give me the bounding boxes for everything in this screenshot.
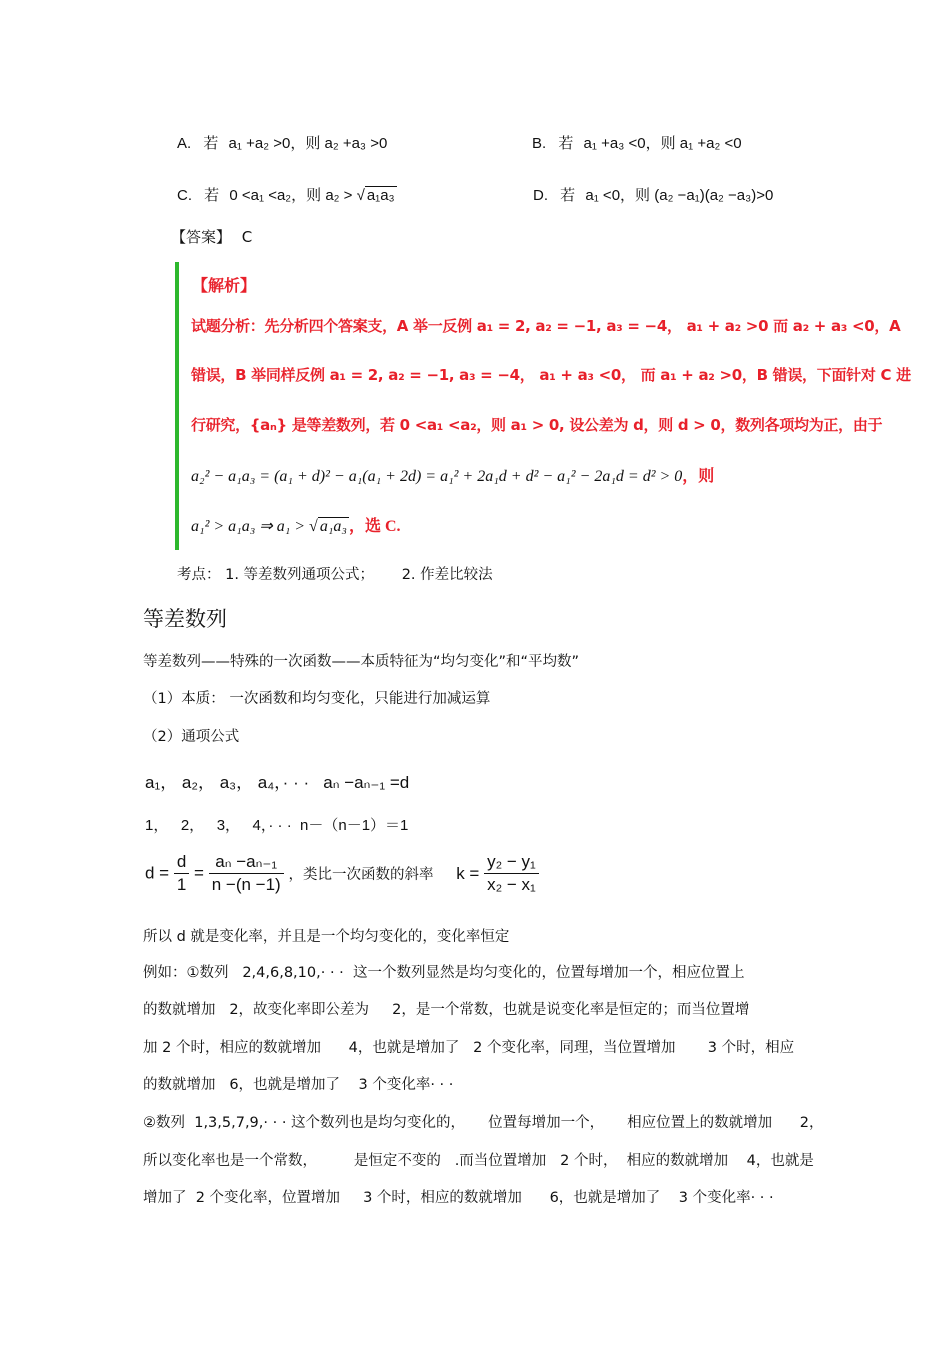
option-b-condition: a₁ +a₃ <0 (583, 135, 646, 152)
paragraph-2: 例如：①数列 2,4,6,8,10,· · · 这一个数列显然是均匀变化的，位置每增加一个，相应位置上 (143, 965, 745, 981)
analysis-line-3: 行研究，{aₙ} 是等差数列，若 0 <a₁ <a₂，则 a₁ > 0, 设公差为 d，则 d > 0，数列各项均为正，由于 (191, 416, 883, 434)
formula-line (145, 852, 539, 895)
point-2: （2）通项公式 (143, 729, 240, 745)
answer-label: 【答案】 (171, 228, 232, 246)
option-a-ze: ，则 (290, 135, 321, 152)
answer-value: C (241, 228, 253, 246)
fraction-denominator: x₂ − x₁ (487, 875, 536, 894)
option-c-label: C. (177, 187, 192, 204)
fraction-denominator: n −(n −1) (211, 875, 281, 894)
analysis-line-4 (191, 463, 714, 486)
sequence-row: a₁， a₂， a₃， a₄，· · · aₙ −aₙ₋₁ =d (145, 773, 410, 792)
option-c-sqrt: a₁a₃ (366, 187, 395, 204)
fraction-numerator: y₂ − y₁ (484, 852, 539, 874)
paragraph-5: 的数就增加 6，也就是增加了 3 个变化率· · · (143, 1077, 454, 1093)
option-a-label: A. (177, 135, 192, 152)
index-row: 1， 2， 3， 4，· · · n－（n－1）＝1 (145, 817, 409, 834)
option-d (533, 184, 773, 205)
formula-comment: ，类比一次函数的斜率 (288, 867, 434, 883)
option-b (532, 132, 742, 153)
fraction-denominator: 1 (176, 875, 187, 894)
analysis-conclusion: a₁² > a₁a₃ ⇒ a₁ > (191, 518, 310, 535)
formula-d: d = (145, 863, 170, 883)
analysis-derivation: a₂² − a₁a₃ = (a₁ + d)² − a₁(a₁ + 2d) = a₁² + 2a₁d + d² − a₁² − 2a₁d = d² > 0 (191, 468, 683, 485)
option-d-conclusion: (a₂ −a₁)(a₂ −a₃)>0 (654, 187, 774, 204)
option-b-ze: ，则 (645, 135, 676, 152)
paragraph-8: 增加了 2 个变化率，位置增加 3 个时，相应的数就增加 6，也就是增加了 3 个变化率· · · (143, 1190, 774, 1206)
option-d-ruo: 若 (560, 187, 576, 204)
formula-equals: = (194, 863, 204, 883)
option-a (177, 132, 387, 153)
option-d-condition: a₁ <0 (585, 187, 621, 204)
analysis-line-2: 错误，B 举同样反例 a₁ = 2, a₂ = −1, a₃ = −4， a₁ + a₃ <0， 而 a₁ + a₂ >0，B 错误，下面针对 C 进 (191, 366, 911, 384)
option-b-conclusion: a₁ +a₂ <0 (679, 135, 742, 152)
option-d-ze: ，则 (620, 187, 651, 204)
analysis-sqrt: a₁a₃ (319, 518, 347, 535)
formula-k: k = (456, 863, 480, 883)
option-c-condition: 0 <a₁ <a₂ (229, 187, 292, 204)
paragraph-3: 的数就增加 2，故变化率即公差为 2，是一个常数，也就是说变化率是恒定的；而当位置增 (143, 1002, 750, 1018)
sqrt-sign-icon: √ (309, 518, 318, 535)
paragraph-1: 所以 d 就是变化率，并且是一个均匀变化的，变化率恒定 (143, 929, 510, 945)
fraction-numerator: aₙ −aₙ₋₁ (209, 852, 284, 874)
point-1: （1）本质： 一次函数和均匀变化，只能进行加减运算 (143, 691, 491, 707)
option-d-label: D. (533, 187, 548, 204)
option-a-ruo: 若 (203, 135, 219, 152)
paragraph-4: 加 2 个时，相应的数就增加 4，也就是增加了 2 个变化率，同理，当位置增加 3 个时，相应 (143, 1040, 795, 1056)
option-a-conclusion: a₂ +a₃ >0 (324, 135, 388, 152)
paragraph-7: 所以变化率也是一个常数， 是恒定不变的 .而当位置增加 2 个时， 相应的数就增加 4，也就是 (143, 1153, 814, 1169)
analysis-then: ，则 (682, 468, 715, 485)
section-title: 等差数列 (143, 607, 227, 631)
option-b-ruo: 若 (558, 135, 574, 152)
option-c (177, 184, 397, 205)
kaodian-line: 考点： 1. 等差数列通项公式； 2. 作差比较法 (177, 567, 493, 583)
option-b-label: B. (532, 135, 547, 152)
option-c-ze: ，则 (291, 187, 322, 204)
fraction-numerator: d (174, 852, 189, 874)
intro-line: 等差数列——特殊的一次函数——本质特征为“均匀变化”和“平均数” (143, 654, 580, 670)
fraction-slope (484, 852, 539, 895)
option-a-condition: a₁ +a₂ >0 (228, 135, 291, 152)
analysis-box (175, 262, 924, 550)
analysis-title: 【解析】 (192, 276, 257, 295)
option-c-conclusion: a₂ > (325, 187, 353, 204)
analysis-choose: ，选 C. (348, 518, 401, 535)
fraction-difference (209, 852, 284, 895)
analysis-line-1: 试题分析：先分析四个答案支，A 举一反例 a₁ = 2, a₂ = −1, a₃ = −4， a₁ + a₂ >0 而 a₂ + a₃ <0，A (191, 317, 901, 335)
sqrt-sign-icon: √ (356, 187, 365, 204)
fraction-d-over-1 (174, 852, 189, 895)
answer-line (171, 226, 252, 247)
analysis-line-5 (191, 513, 401, 536)
paragraph-6: ②数列 1,3,5,7,9,· · · 这个数列也是均匀变化的， 位置每增加一个， 相应位置上的数就增加 2， (143, 1115, 824, 1131)
option-c-ruo: 若 (204, 187, 220, 204)
